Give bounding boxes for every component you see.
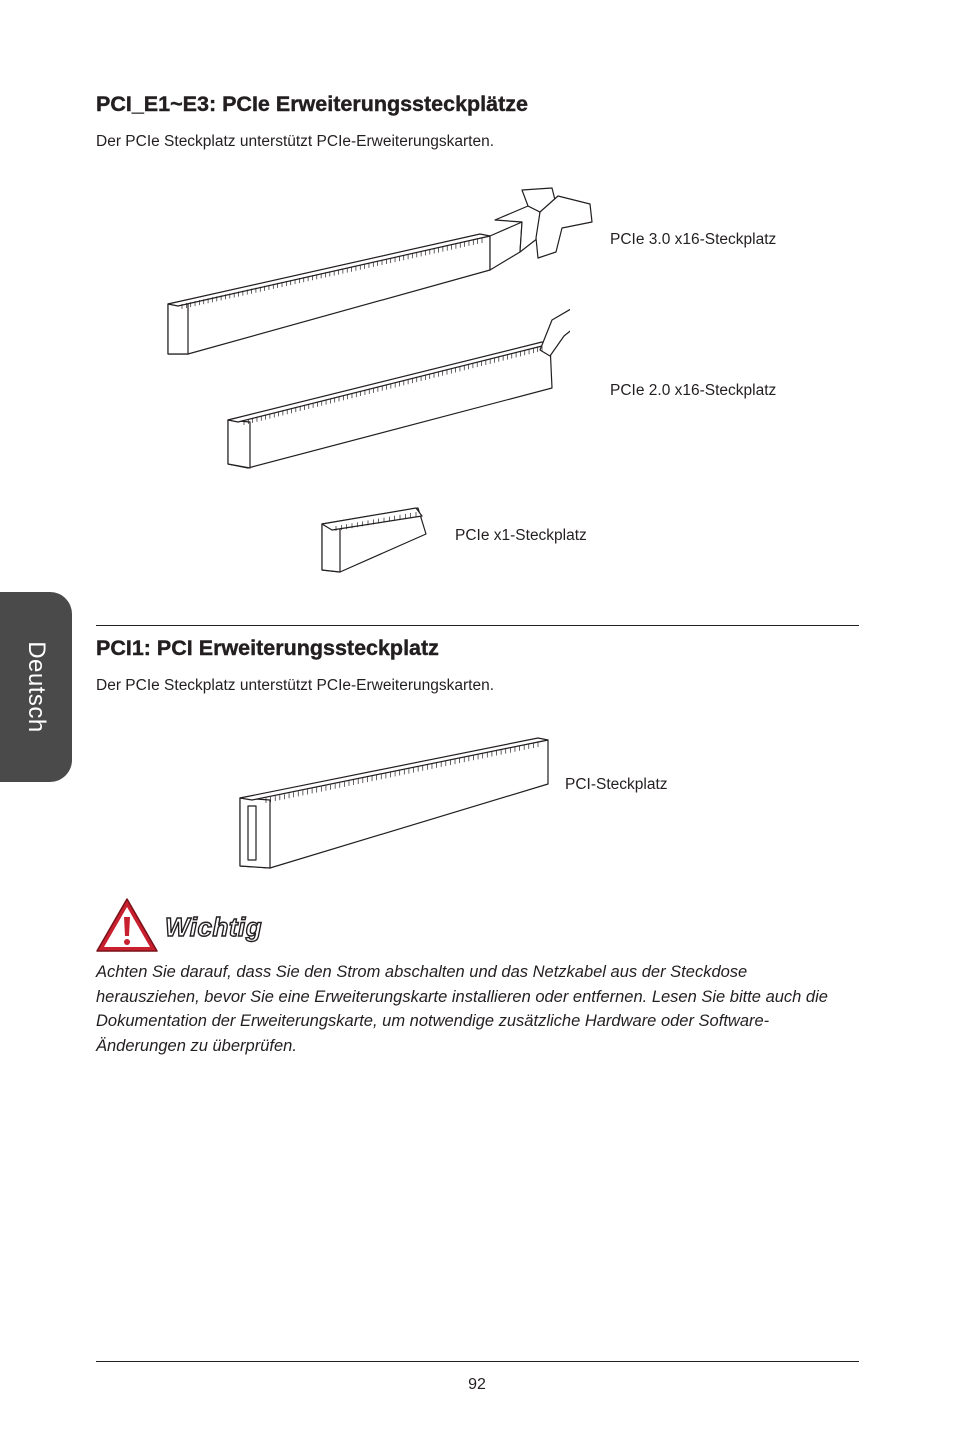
label-pcie-x1: PCIe x1-Steckplatz [455,527,587,544]
pcie-heading: PCI_E1~E3: PCIe Erweiterungssteckplätze [96,92,528,116]
pcie-x1-slot-illustration [318,504,430,576]
pcie2-x16-slot-illustration [220,280,570,470]
pci-heading: PCI1: PCI Erweiterungssteckplatz [96,636,439,660]
pci-description: Der PCIe Steckplatz unterstützt PCIe-Erweiterungskarten. [96,677,494,694]
section-divider [96,625,859,626]
footer-rule [96,1361,859,1362]
label-pci: PCI-Steckplatz [565,776,668,793]
side-tab [0,592,72,782]
label-pcie3-x16: PCIe 3.0 x16-Steckplatz [610,231,777,248]
label-pcie2-x16: PCIe 2.0 x16-Steckplatz [610,382,777,399]
warning-text: Achten Sie darauf, dass Sie den Strom abschalten und das Netzkabel aus der Steckdose herausziehen, bevor Sie eine Erweiterungskarte installieren oder entfernen. Lesen Sie bitte auch die Dokumentation der Erweiterungskarte, um notwendige zusätzliche Hardware oder Software-Änderungen zu überprüfen. [96,963,828,1055]
warning-triangle-icon [94,896,160,954]
warning-title: Wichtig [165,912,263,942]
pcie-description: Der PCIe Steckplatz unterstützt PCIe-Erweiterungskarten. [96,133,494,150]
page-number: 92 [468,1376,486,1393]
side-tab-label: Deutsch [23,641,50,733]
pci-slot-illustration [236,726,556,872]
